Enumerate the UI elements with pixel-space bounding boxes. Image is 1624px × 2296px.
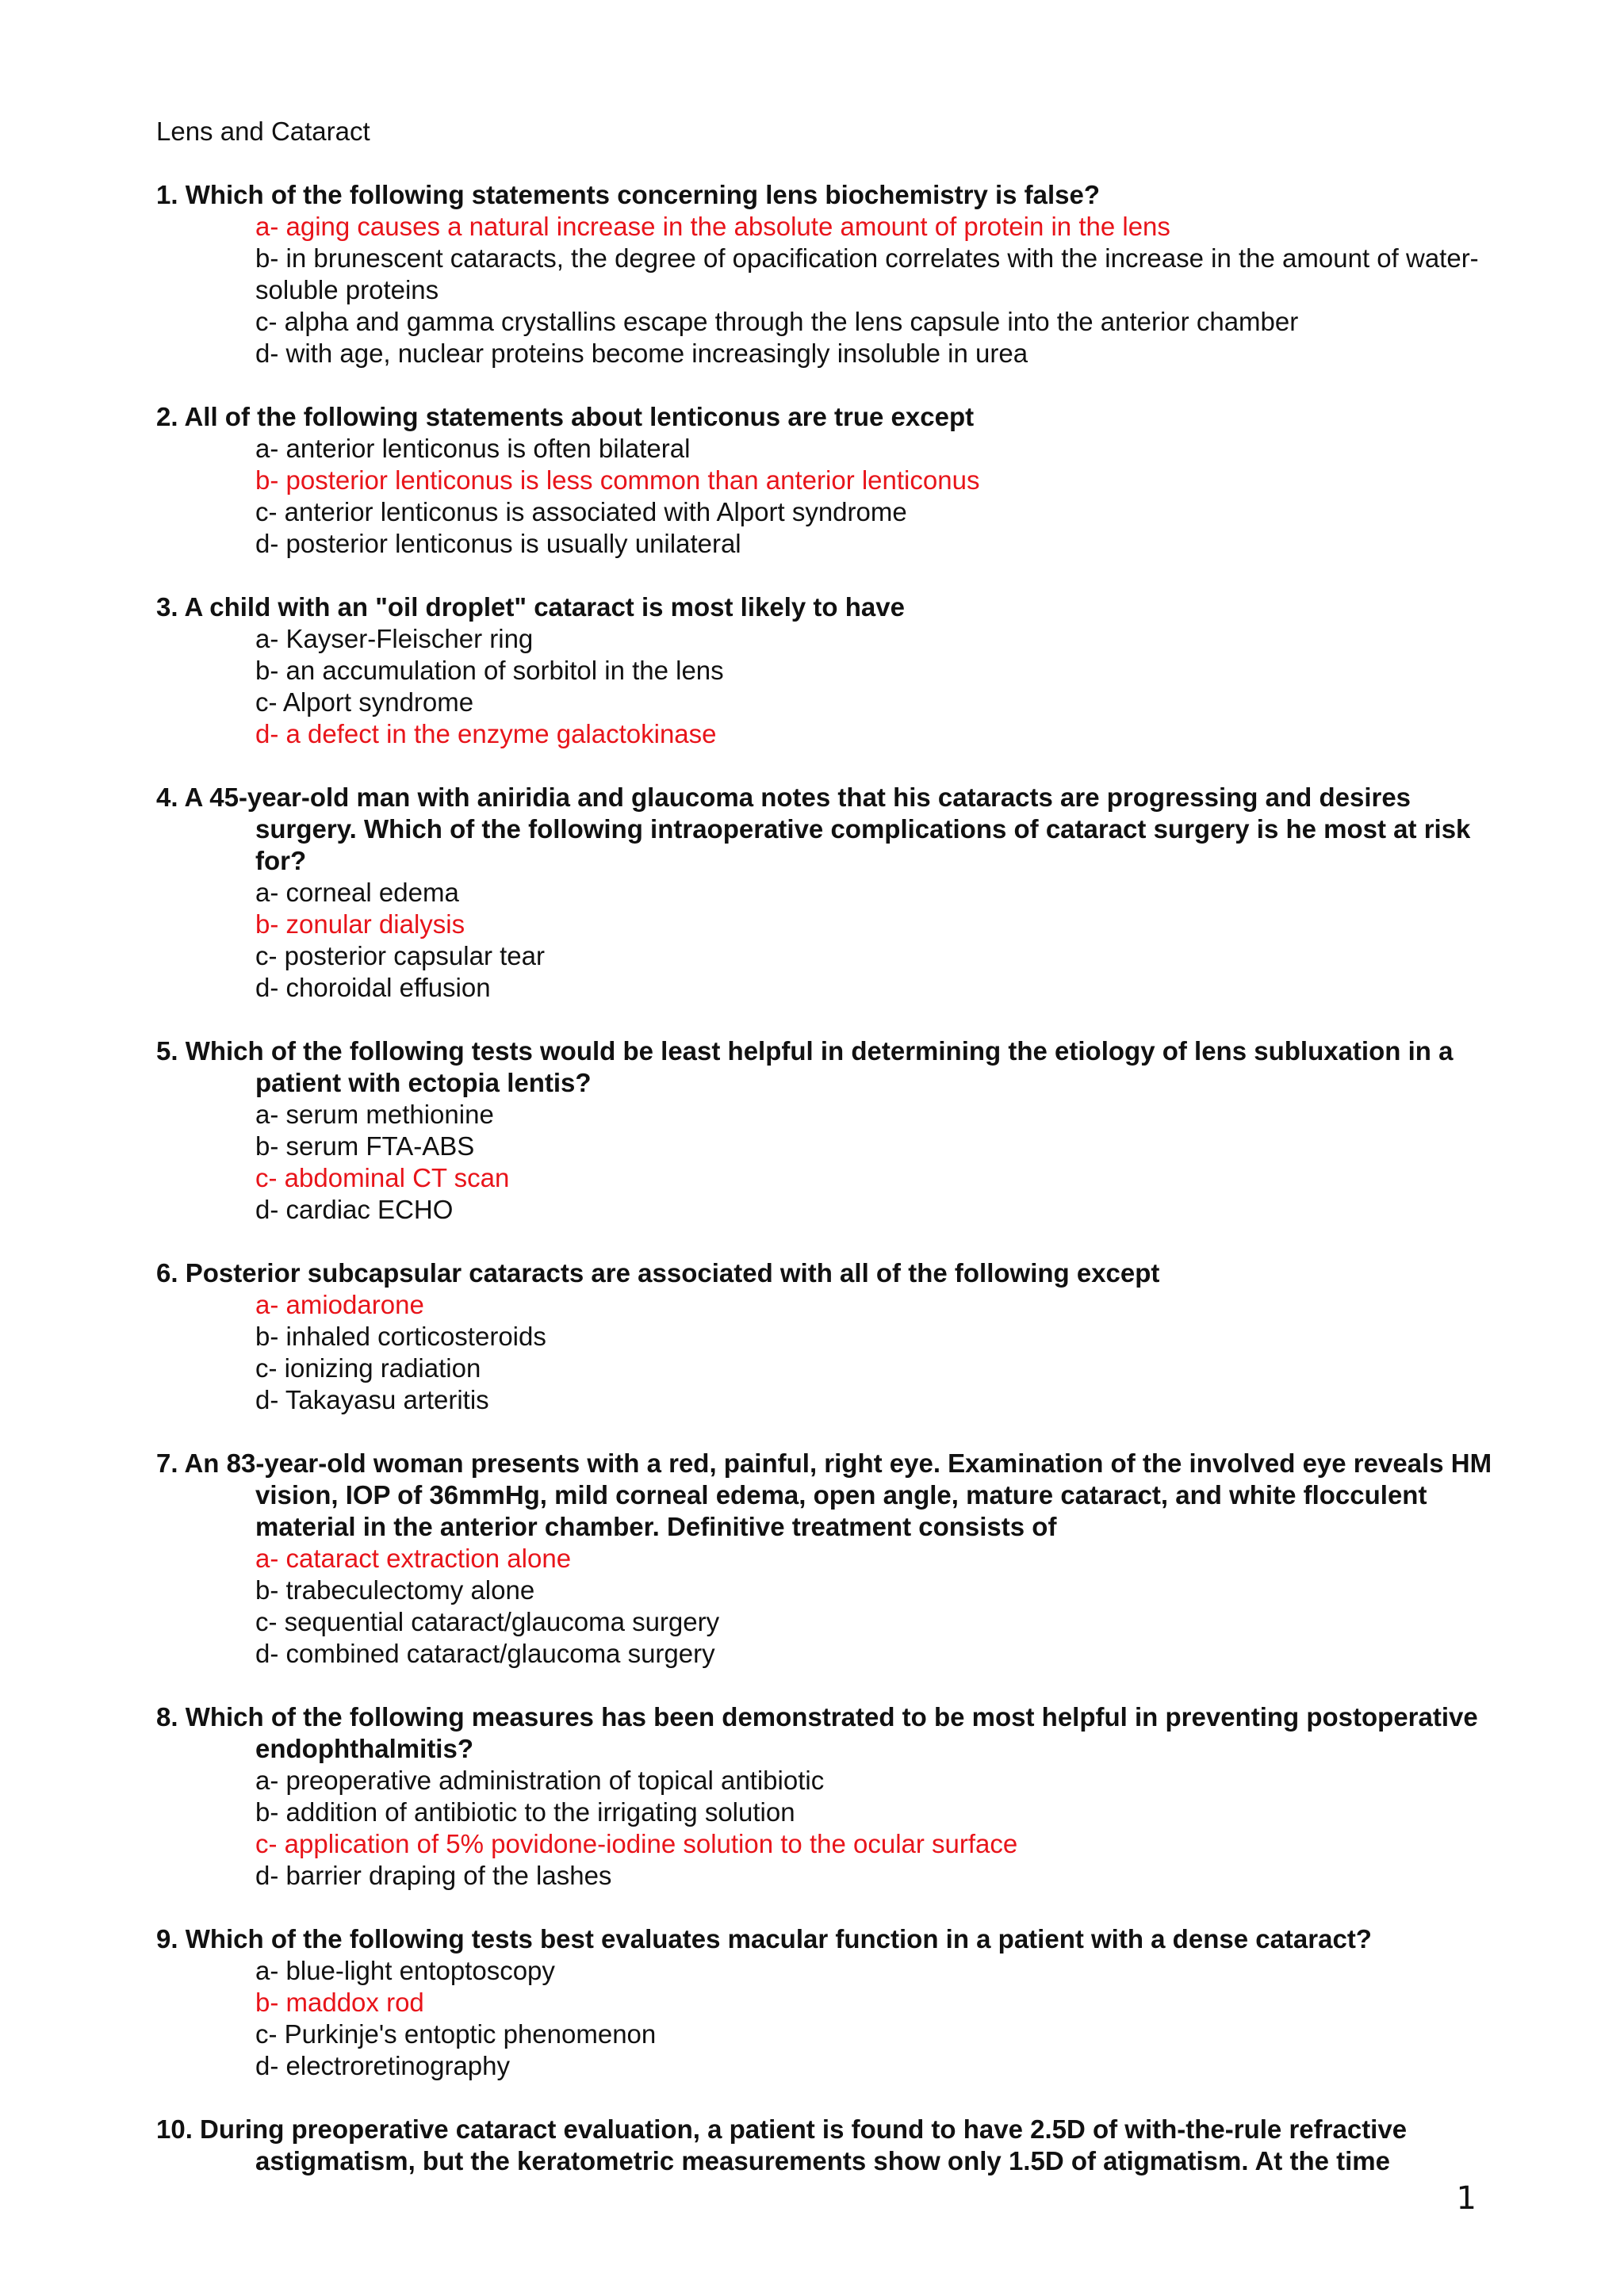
answer-option: d- Takayasu arteritis (255, 1385, 489, 1414)
answer-option: c- alpha and gamma crystallins escape through the lens capsule into the anterior chamber (255, 307, 1299, 336)
answer-option-correct: a- amiodarone (255, 1290, 424, 1319)
question-stem: 7. An 83-year-old woman presents with a red, painful, right eye. Examination of the involved eye reveals HM vision, IOP of 36mmHg, mild corneal edema, open angle, mature cataract, and white flocculent material in the anterior chamber. Definitive treatment consists of (156, 1448, 1492, 1541)
answer-option-correct: c- abdominal CT scan (255, 1163, 510, 1192)
answer-option-correct: a- cataract extraction alone (255, 1544, 572, 1573)
answer-option: d- posterior lenticonus is usually unilateral (255, 529, 741, 558)
answer-option: a- Kayser-Fleischer ring (255, 624, 534, 653)
answer-option: b- trabeculectomy alone (255, 1575, 535, 1605)
question-stem: 5. Which of the following tests would be least helpful in determining the etiology of lens subluxation in a patient with ectopia lentis? (156, 1036, 1454, 1097)
document-title: Lens and Cataract (156, 117, 370, 146)
page-number: 1 (1456, 2180, 1477, 2217)
question-stem: 9. Which of the following tests best evaluates macular function in a patient with a dense cataract? (156, 1924, 1372, 1954)
question-stem: 3. A child with an "oil droplet" cataract is most likely to have (156, 592, 905, 622)
answer-option: a- blue-light entoptoscopy (255, 1956, 555, 1985)
question-stem: 8. Which of the following measures has been demonstrated to be most helpful in preventing postoperative endophthalmitis? (156, 1702, 1478, 1763)
question-stem: 4. A 45-year-old man with aniridia and glaucoma notes that his cataracts are progressing and desires surgery. Which of the following intraoperative complications of cataract surgery is he most at risk for? (156, 783, 1471, 875)
question-block (156, 591, 1496, 750)
answer-option: c- sequential cataract/glaucoma surgery (255, 1607, 720, 1636)
answer-option: c- Alport syndrome (255, 687, 474, 717)
question-block (156, 179, 1496, 369)
answer-option-correct: b- zonular dialysis (255, 909, 465, 939)
answer-option-correct: d- a defect in the enzyme galactokinase (255, 719, 717, 748)
question-stem: 6. Posterior subcapsular cataracts are associated with all of the following except (156, 1258, 1160, 1288)
answer-option: c- ionizing radiation (255, 1353, 481, 1383)
question-block (156, 401, 1496, 560)
answer-option: d- electroretinography (255, 2051, 511, 2080)
answer-option-correct: b- maddox rod (255, 1988, 424, 2017)
answer-option-correct: c- application of 5% povidone-iodine solution to the ocular surface (255, 1829, 1018, 1858)
answer-option: c- anterior lenticonus is associated with Alport syndrome (255, 497, 907, 526)
question-block (156, 1448, 1496, 1670)
answer-option: a- corneal edema (255, 878, 459, 907)
answer-option: d- combined cataract/glaucoma surgery (255, 1639, 715, 1668)
answer-option-correct: a- aging causes a natural increase in the absolute amount of protein in the lens (255, 212, 1170, 241)
answer-option: b- inhaled corticosteroids (255, 1322, 546, 1351)
question-block (156, 782, 1496, 1004)
answer-option: b- serum FTA-ABS (255, 1131, 475, 1161)
answer-option: d- with age, nuclear proteins become increasingly insoluble in urea (255, 339, 1028, 368)
answer-option: a- serum methionine (255, 1100, 494, 1129)
answer-option: d- cardiac ECHO (255, 1195, 454, 1224)
answer-option: d- barrier draping of the lashes (255, 1861, 612, 1890)
answer-option: c- Purkinje's entoptic phenomenon (255, 2019, 657, 2049)
answer-option-correct: b- posterior lenticonus is less common than anterior lenticonus (255, 465, 980, 495)
answer-option: d- choroidal effusion (255, 973, 491, 1002)
answer-option: b- an accumulation of sorbitol in the lens (255, 656, 724, 685)
question-block (156, 1257, 1496, 1416)
question-stem: 2. All of the following statements about lenticonus are true except (156, 402, 975, 431)
answer-option: c- posterior capsular tear (255, 941, 545, 970)
answer-option: b- addition of antibiotic to the irrigating solution (255, 1797, 795, 1827)
question-list (156, 179, 1496, 2209)
question-block (156, 2114, 1496, 2177)
answer-option: b- in brunescent cataracts, the degree of opacification correlates with the increase in the amount of water-soluble proteins (255, 243, 1479, 304)
question-stem: 1. Which of the following statements concerning lens biochemistry is false? (156, 180, 1101, 209)
question-block (156, 1923, 1496, 2082)
answer-option: a- preoperative administration of topical antibiotic (255, 1766, 825, 1795)
question-stem: 10. During preoperative cataract evaluation, a patient is found to have 2.5D of with-the-rule refractive astigmatism, but the keratometric measurements show only 1.5D of atigmatism. At the time (156, 2114, 1408, 2175)
question-block (156, 1035, 1496, 1226)
answer-option: a- anterior lenticonus is often bilateral (255, 434, 691, 463)
question-block (156, 1701, 1496, 1892)
